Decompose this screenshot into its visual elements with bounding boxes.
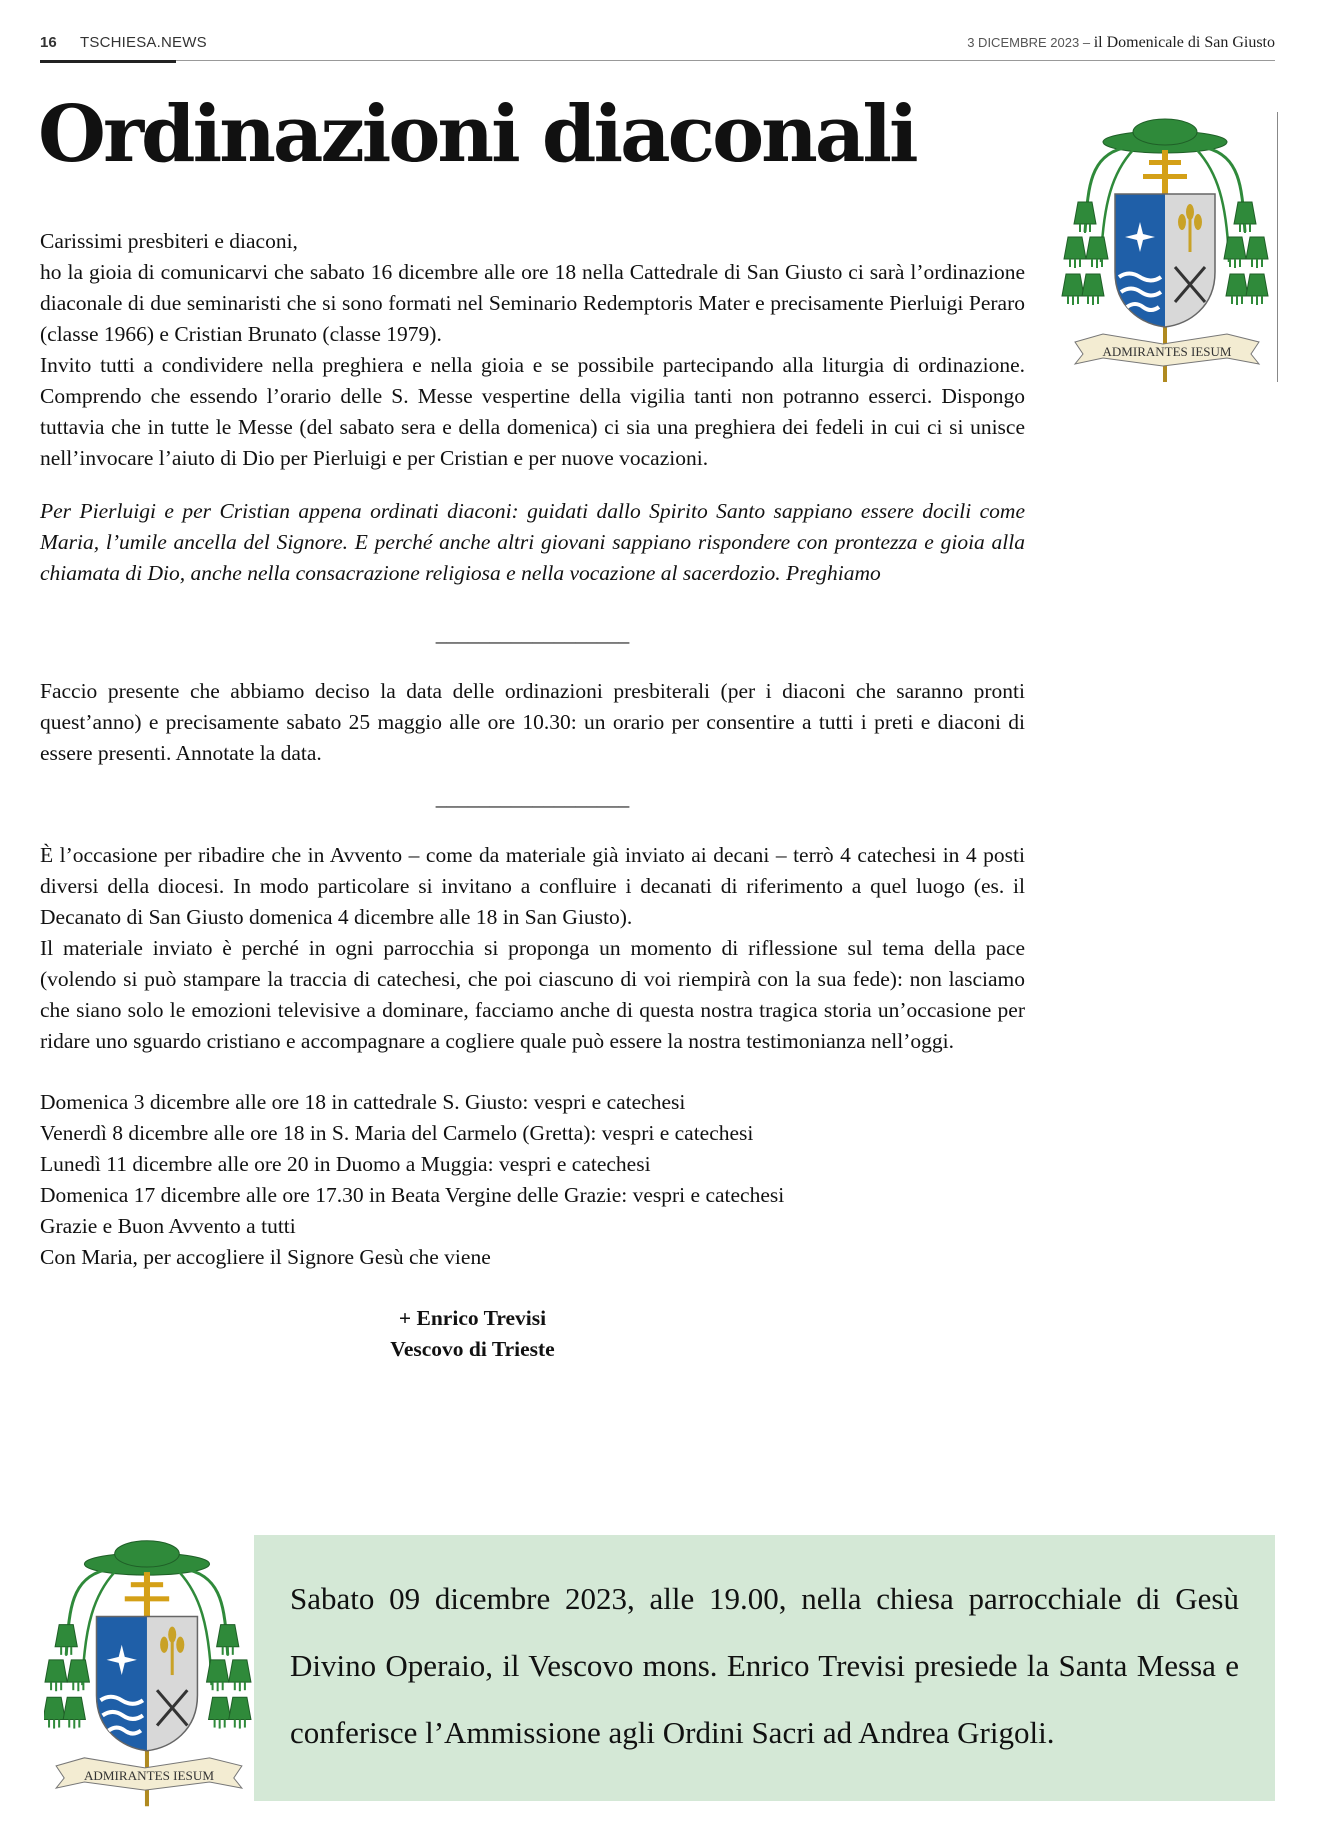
catechesis-schedule bbox=[40, 1087, 1025, 1273]
paragraph-presbyteral-date: Faccio presente che abbiamo deciso la data delle ordinazioni presbiterali (per i diaconi che saranno pronti quest’anno) e precisamente sabato 25 maggio alle ore 10.30: un orario per consentire a tutti i preti e diaconi di essere presenti. Annotate la data. bbox=[40, 679, 1025, 765]
paragraph-invitation: Invito tutti a condividere nella preghiera e nella gioia e se possibile partecipando alla liturgia di ordinazione. Comprendo che essendo l’orario delle S. Messe vespertine della vigilia tanti non potranno esserci. Dispongo tuttavia che in tutte le Messe (del sabato sera e della domenica) ci sia una preghiera dei fedeli in cui ci si unisce nell’invocare l’aiuto di Dio per Pierluigi e per Cristian e per nuove vocazioni. bbox=[40, 353, 1025, 470]
coat-of-arms-top bbox=[1059, 112, 1278, 382]
issue-date: 3 DICEMBRE 2023 – bbox=[967, 35, 1091, 50]
header-accent-rule bbox=[40, 60, 176, 63]
article-body bbox=[40, 226, 1025, 1365]
schedule-line: Domenica 17 dicembre alle ore 17.30 in Beata Vergine delle Grazie: vespri e catechesi bbox=[40, 1183, 785, 1207]
coat-of-arms-icon bbox=[1059, 112, 1277, 382]
closing-line: Grazie e Buon Avvento a tutti bbox=[40, 1214, 296, 1238]
issue-dateline bbox=[967, 34, 1275, 52]
emblem-motto: ADMIRANTES IESUM bbox=[1102, 344, 1232, 359]
page-number: 16 bbox=[40, 34, 57, 51]
separator-rule: __________________ bbox=[435, 622, 630, 646]
site-name: TSCHIESA.NEWS bbox=[80, 34, 207, 51]
paragraph-material: Il materiale inviato è perché in ogni parrocchia si proponga un momento di riflessione sul tema della pace (volendo si può stampare la traccia di catechesi, che poi ciascuno di voi riempirà con la sua fede): non lasciamo che siano solo le emozioni televisive a dominare, facciamo anche di questa nostra tragica storia un’occasione per ridare uno sguardo cristiano e accompagnare a cogliere quale può essere la nostra testimonianza nell’oggi. bbox=[40, 936, 1025, 1053]
schedule-line: Venerdì 8 dicembre alle ore 18 in S. Maria del Carmelo (Gretta): vespri e catechesi bbox=[40, 1121, 754, 1145]
separator-rule: __________________ bbox=[435, 786, 630, 810]
prayer-paragraph: Per Pierluigi e per Cristian appena ordinati diaconi: guidati dallo Spirito Santo sappiano essere docili come Maria, l’umile ancella del Signore. E perché anche altri giovani sappiano rispondere con prontezza e gioia alla chiamata di Dio, anche nella consacrazione religiosa e nella vocazione al sacerdozio. Preghiamo bbox=[40, 499, 1025, 585]
page-header bbox=[40, 34, 1275, 61]
signature-role: Vescovo di Trieste bbox=[390, 1337, 555, 1361]
signature-name: + Enrico Trevisi bbox=[398, 1306, 547, 1330]
schedule-line: Domenica 3 dicembre alle ore 18 in cattedrale S. Giusto: vespri e catechesi bbox=[40, 1090, 686, 1114]
coat-of-arms-bottom bbox=[44, 1530, 256, 1810]
signature-block bbox=[40, 1303, 1025, 1365]
schedule-line: Lunedì 11 dicembre alle ore 20 in Duomo a Muggia: vespri e catechesi bbox=[40, 1152, 651, 1176]
announcement-box: Sabato 09 dicembre 2023, alle 19.00, nella chiesa parrocchiale di Gesù Divino Operaio, il Vescovo mons. Enrico Trevisi presiede la Santa Messa e conferisce l’Ammissione agli Ordini Sacri ad Andrea Grigoli. bbox=[254, 1535, 1275, 1801]
salutation: Carissimi presbiteri e diaconi, bbox=[40, 229, 298, 253]
publication-name: il Domenicale di San Giusto bbox=[1093, 34, 1275, 51]
closing-line: Con Maria, per accogliere il Signore Gesù che viene bbox=[40, 1245, 491, 1269]
article-title: Ordinazioni diaconali bbox=[38, 89, 916, 180]
emblem-motto: ADMIRANTES IESUM bbox=[83, 1768, 214, 1784]
paragraph-advent: È l’occasione per ribadire che in Avvento – come da materiale già inviato ai decani – terrò 4 catechesi in 4 posti diversi della diocesi. In modo particolare si invitano a confluire i decanati di riferimento a quel luogo (es. il Decanato di San Giusto domenica 4 dicembre alle 18 in San Giusto). bbox=[40, 843, 1025, 929]
coat-of-arms-icon bbox=[44, 1530, 256, 1810]
paragraph-ordination: ho la gioia di comunicarvi che sabato 16 dicembre alle ore 18 nella Cattedrale di San Giusto ci sarà l’ordinazione diaconale di due seminaristi che si sono formati nel Seminario Redemptoris Mater e precisamente Pierluigi Peraro (classe 1966) e Cristian Brunato (classe 1979). bbox=[40, 260, 1025, 346]
